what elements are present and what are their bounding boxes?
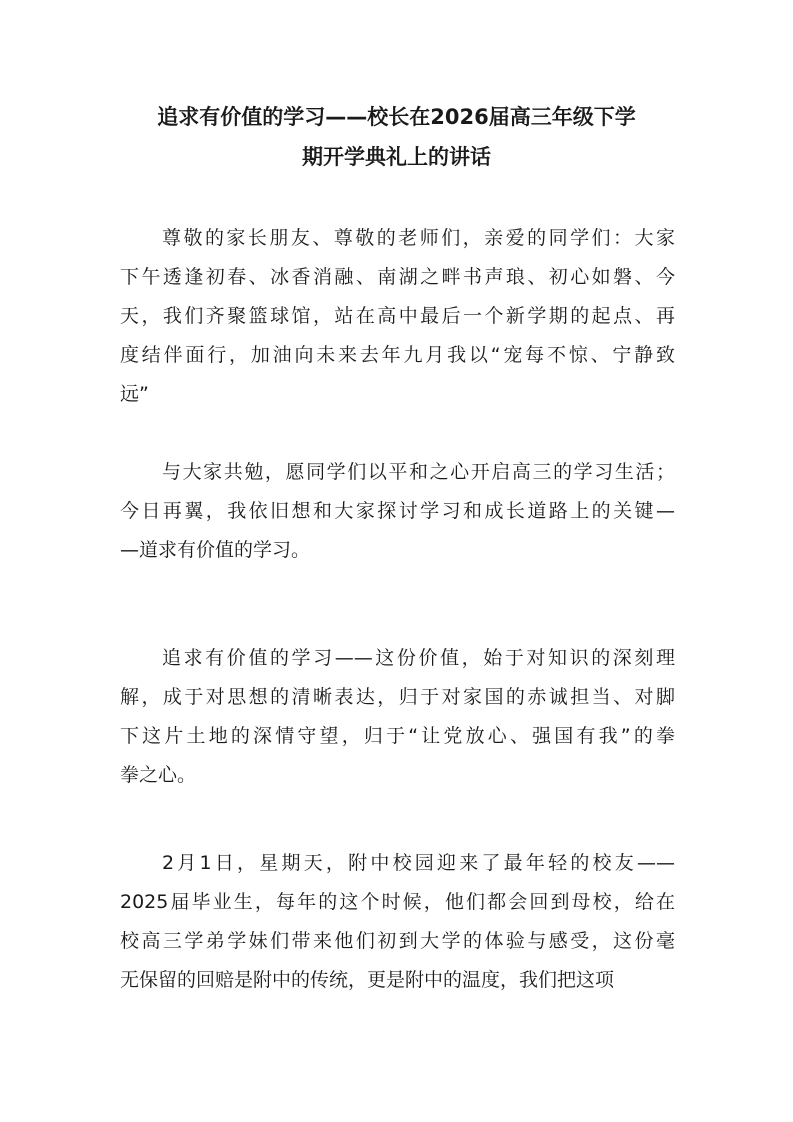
document-title bbox=[100, 97, 693, 177]
paragraph-line: 度结伴面行，加油向未来去年九月我以“宠每不惊、宁静致 bbox=[120, 344, 675, 366]
paragraph-line: 远” bbox=[120, 383, 149, 405]
paragraph-line: 下这片土地的深情守望，归于“让党放心、强国有我”的拳 bbox=[120, 725, 675, 747]
paragraph-line: 2025届毕业生，每年的这个时候，他们都会回到母校，给在 bbox=[120, 891, 675, 913]
paragraph-line: 尊敬的家长朋友、尊敬的老师们，亲爱的同学们：大家 bbox=[162, 227, 675, 249]
title-line: 追求有价值的学习——校长在2026届高三年级下学 bbox=[157, 105, 636, 129]
paragraph-line: 2月1日，星期天，附中校园迎来了最年轻的校友—— bbox=[162, 852, 675, 874]
paragraph-line: 下午透逢初春、冰香消融、南湖之畔书声琅、初心如磐、今 bbox=[120, 266, 675, 288]
paragraph-line: —道求有价值的学习。 bbox=[120, 539, 311, 561]
paragraph-line: 解，成于对思想的清晰表达，归于对家国的赤诚担当、对脚 bbox=[120, 686, 675, 708]
paragraph-line: 校高三学弟学妹们带来他们初到大学的体验与感受，这份毫 bbox=[120, 930, 675, 952]
paragraph-line: 无保留的回赔是附中的传统，更是附中的温度，我们把这项 bbox=[120, 969, 615, 991]
paragraph-line: 追求有价值的学习——这份价值，始于对知识的深刻理 bbox=[162, 647, 675, 669]
paragraph-line: 与大家共勉，愿同学们以平和之心开启高三的学习生活； bbox=[162, 461, 675, 483]
paragraph-line: 今日再翼，我依旧想和大家探讨学习和成长道路上的关键— bbox=[120, 500, 675, 522]
title-line: 期开学典礼上的讲话 bbox=[302, 145, 491, 169]
paragraph-line: 天，我们齐聚篮球馆，站在高中最后一个新学期的起点、再 bbox=[120, 305, 675, 327]
paragraph-line: 拳之心。 bbox=[120, 764, 197, 786]
